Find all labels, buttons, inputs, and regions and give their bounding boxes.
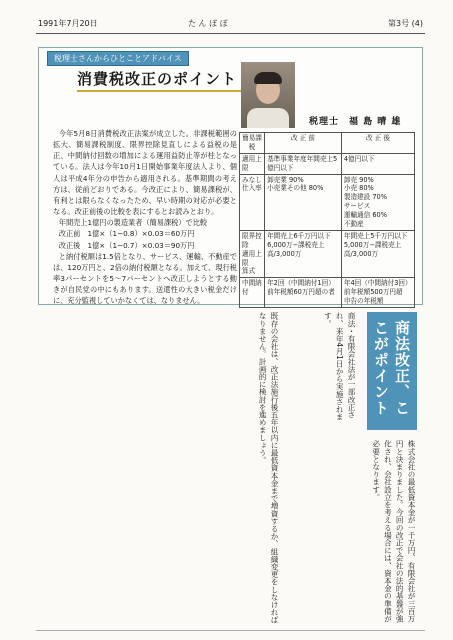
- paragraph: と納付税額は1.5倍となり、サービス、運輸、不動産では、120万円と、2倍の納付税額となる。加えて、現行税率3パーセントを5〜7パーセントへ改正しようとする動きが自民党の中にもあります。送還性の大きい税金だけに、充分監視していかなくては、なりません。: [53, 251, 237, 306]
- table-header: 改 正 後: [341, 133, 414, 154]
- article-title: 消費税改正のポイント: [77, 70, 238, 88]
- table-cell: 卸売業 90% 小売業その他 80%: [265, 174, 342, 230]
- table-cell: みなし仕入率: [240, 174, 265, 230]
- page-header: [38, 18, 423, 32]
- paragraph: 今年5月8日消費税改正法案が成立した。非課税範囲の拡大、簡易課税制度、限界控除見直しによる益税の是正、中間納付回数の増加による運用益防止等が柱となっている。法人は今年10月1日開始事業年度法人より、個人は平成4年分の申告から適用される。基準期間の考え方は、従前どおりである。今改正により、簡易課税が、有利とは限らなくなったため、早い時期の対応が必要となる。改正前後の比較を表にするとお読みとおり。: [53, 129, 237, 217]
- table-cell: 基準事業年度年間売上5億円以下: [265, 153, 342, 174]
- comparison-table: [239, 132, 415, 308]
- footer-rule: [36, 630, 425, 631]
- table-cell: 中間納付: [240, 278, 265, 308]
- paragraph: 年間売上1億円の製造業者（簡易課税）で比較: [58, 218, 208, 228]
- advice-box: [38, 47, 423, 305]
- table-cell: 限界控除 適用上限 算式: [240, 230, 265, 277]
- advice-label: 税理士さんからひとことアドバイス: [47, 51, 189, 66]
- author-photo: [241, 62, 295, 128]
- article-body: [53, 128, 237, 307]
- table-cell: 4億円以下: [341, 153, 414, 174]
- title-underline: [77, 90, 253, 92]
- table-header: 簡易課税: [240, 133, 265, 154]
- column-text: 株式会社の最低資本金が一千万円、有限会社が三百万円と決まりました。今回の改正で会社の法的基盤が強化され、会社設立を考える場合には、資本金の準備が必要となります。: [371, 440, 416, 623]
- issue-date: 1991年7月20日: [38, 19, 98, 28]
- newsletter-title: た ん ぽ ぽ: [188, 19, 228, 28]
- table-cell: 年間売上6千万円以下 6,000万−課税売上高/3,000万: [265, 230, 342, 277]
- column-text: 既存の会社は、改正法施行後五年以内に最低資本金まで増資するか、組織変更をしなければなりません。計画的に検討を進めましょう。: [258, 312, 279, 624]
- author-name: 税理士 福 島 晴 雄: [309, 117, 402, 127]
- table-cell: 卸売 90% 小売 80% 製造建設 70% サービス 運輸通信 60% 不動産: [341, 174, 414, 230]
- paragraph: 改正前 1億×（1−0.8）×0.03＝60万円: [58, 229, 195, 239]
- table-cell: 年4回（中間納付3回）前年税額500万円超 申告の年税額: [341, 278, 414, 308]
- section-headline: 商法改正、ここがポイント: [367, 312, 417, 430]
- header-rule: [36, 33, 425, 34]
- column-text: 商法・有限会社法が一部改正され、来年4月1日から実施されます。: [323, 312, 356, 421]
- issue-number: 第3号 (4): [388, 19, 423, 28]
- table-cell: 年2回（中間納付1回）前年税額60万円超の者: [265, 278, 342, 308]
- paragraph: 改正後 1億×（1−0.7）×0.03＝90万円: [58, 240, 195, 250]
- table-cell: 適用上限: [240, 153, 265, 174]
- table-header: 改 正 前: [265, 133, 342, 154]
- table-cell: 年間売上5千万円以下 5,000万−課税売上高/3,000万: [341, 230, 414, 277]
